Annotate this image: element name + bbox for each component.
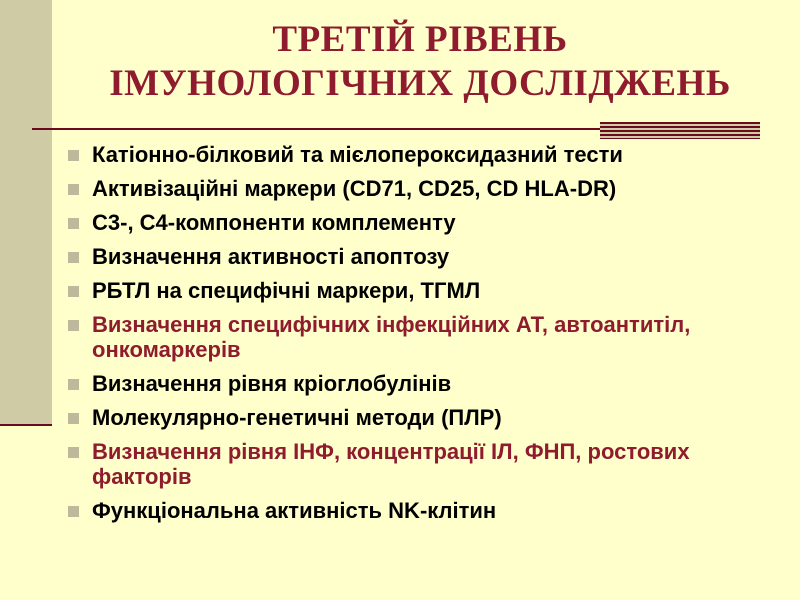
title-line-1: ТРЕТІЙ РІВЕНЬ [272,19,568,60]
side-bar-underline [0,424,52,426]
title-line-2: ІМУНОЛОГІЧНИХ ДОСЛІДЖЕНЬ [109,63,731,104]
square-bullet-icon [68,506,79,517]
bullet-text-6: Визначення рівня кріоглобулінів [92,371,452,396]
bullet-text-4: РБТЛ на специфічні маркери, ТГМЛ [92,278,481,303]
bullet-item-6 [60,371,780,396]
bullet-item-4 [60,278,780,303]
bullet-text-8: Визначення рівня ІНФ, концентрації ІЛ, ФНП, ростових факторів [92,439,690,489]
bullet-text-5: Визначення специфічних інфекційних АТ, автоантитіл, онкомаркерів [92,312,691,362]
slide-title [40,18,800,106]
square-bullet-icon [68,320,79,331]
square-bullet-icon [68,413,79,424]
square-bullet-icon [68,184,79,195]
bullet-text-3: Визначення активності апоптозу [92,244,450,269]
bullet-item-5 [60,312,780,362]
bullet-item-1 [60,176,780,201]
title-divider-line [32,128,600,130]
bullet-text-2: С3-, С4-компоненти комплементу [92,210,456,235]
square-bullet-icon [68,447,79,458]
bullet-item-7 [60,405,780,430]
bullet-item-0 [60,142,780,167]
bullet-item-9 [60,498,780,523]
bullet-item-2 [60,210,780,235]
title-divider-hatch [600,122,760,139]
bullet-list [60,142,780,532]
square-bullet-icon [68,150,79,161]
bullet-text-0: Катіонно-білковий та мієлопероксидазний тести [92,142,623,167]
bullet-text-1: Активізаційні маркери (CD71, CD25, CD HLA-DR) [92,176,617,201]
square-bullet-icon [68,379,79,390]
bullet-item-8 [60,439,780,489]
bullet-text-7: Молекулярно-генетичні методи (ПЛР) [92,405,502,430]
bullet-item-3 [60,244,780,269]
square-bullet-icon [68,286,79,297]
square-bullet-icon [68,252,79,263]
bullet-text-9: Функціональна активність NK-клітин [92,498,497,523]
square-bullet-icon [68,218,79,229]
